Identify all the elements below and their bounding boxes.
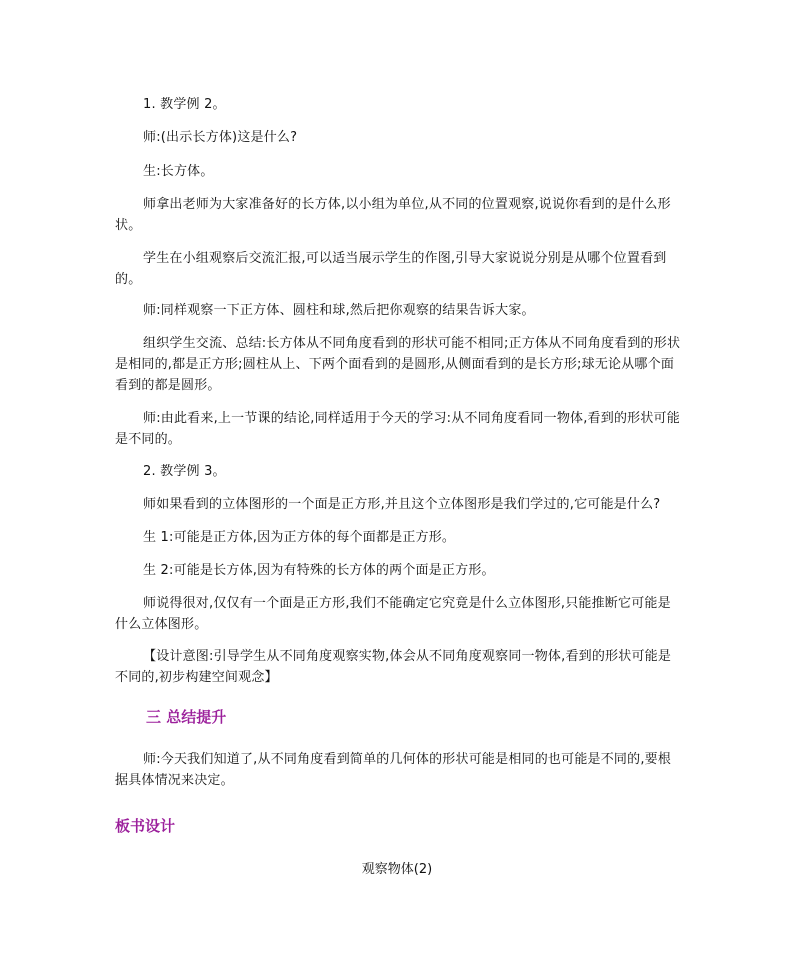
paragraph-teacher-question: 师:(出示长方体)这是什么? <box>143 130 298 145</box>
paragraph-final-summary: 师:今天我们知道了,从不同角度看到简单的几何体的形状可能是相同的也可能是不同的,要根据具体情况来决定。 <box>115 752 672 788</box>
paragraph-student-2: 生 2:可能是长方体,因为有特殊的长方体的两个面是正方形。 <box>143 563 495 578</box>
paragraph-group-observe: 师拿出老师为大家准备好的长方体,以小组为单位,从不同的位置观察,说说你看到的是什么形状。 <box>115 197 671 233</box>
paragraph-example-2-title: 1. 教学例 2。 <box>143 97 226 112</box>
paragraph-student-1: 生 1:可能是正方体,因为正方体的每个面都是正方形。 <box>143 530 456 545</box>
paragraph-observe-shapes: 师:同样观察一下正方体、圆柱和球,然后把你观察的结果告诉大家。 <box>143 303 535 318</box>
section-heading-summary: 三 总结提升 <box>146 708 227 726</box>
board-title: 观察物体(2) <box>361 862 433 877</box>
board-design-heading: 板书设计 <box>115 817 176 835</box>
paragraph-student-answer: 生:长方体。 <box>143 164 214 179</box>
paragraph-conclusion: 师:由此看来,上一节课的结论,同样适用于今天的学习:从不同角度看同一物体,看到的形状可能是不同的。 <box>115 411 680 447</box>
paragraph-design-intent: 【设计意图:引导学生从不同角度观察实物,体会从不同角度观察同一物体,看到的形状可能是不同的,初步构建空间观念】 <box>115 649 672 685</box>
paragraph-student-report: 学生在小组观察后交流汇报,可以适当展示学生的作图,引导大家说说分别是从哪个位置看到的。 <box>115 251 667 287</box>
paragraph-summary: 组织学生交流、总结:长方体从不同角度看到的形状可能不相同;正方体从不同角度看到的形状是相同的,都是正方形;圆柱从上、下两个面看到的是圆形,从侧面看到的是长方形;球无论从哪个面看到的都是圆形。 <box>115 336 681 393</box>
paragraph-teacher-square-question: 师如果看到的立体图形的一个面是正方形,并且这个立体图形是我们学过的,它可能是什么? <box>143 497 661 512</box>
paragraph-example-3-title: 2. 教学例 3。 <box>143 464 226 479</box>
paragraph-teacher-reply: 师说得很对,仅仅有一个面是正方形,我们不能确定它究竟是什么立体图形,只能推断它可能是什么立体图形。 <box>115 596 671 632</box>
